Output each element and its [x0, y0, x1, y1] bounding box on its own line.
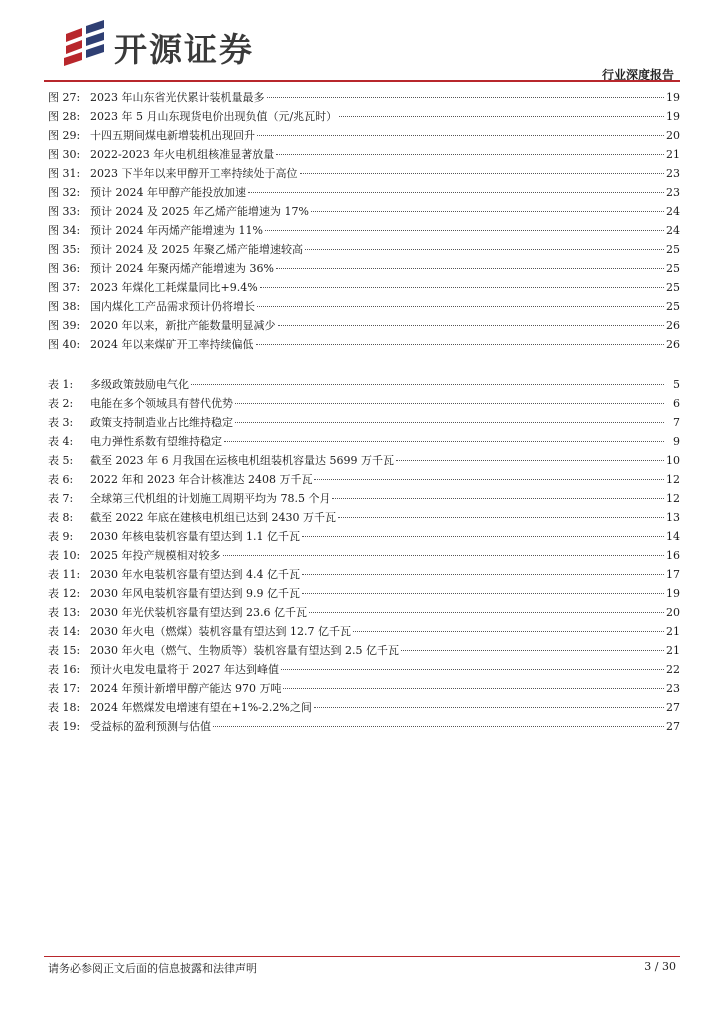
entry-title: 2023 年山东省光伏累计装机量最多: [90, 91, 265, 104]
entry-page: 14: [666, 530, 680, 543]
entry-number: 表 17:: [48, 682, 81, 695]
entry-number: 表 7:: [48, 492, 74, 505]
entry-page: 7: [673, 416, 680, 429]
entry-title: 多级政策鼓励电气化: [90, 378, 189, 391]
entry-number: 图 34:: [48, 224, 81, 237]
entry-title: 2022-2023 年火电机组核准显著放量: [90, 148, 275, 161]
entry-number: 图 39:: [48, 319, 81, 332]
entry-title: 截至 2023 年 6 月我国在运核电机组装机容量达 5699 万千瓦: [90, 454, 394, 467]
figure-index-entry[interactable]: [48, 259, 680, 278]
table-index-entry[interactable]: [48, 451, 680, 470]
figure-index-entry[interactable]: [48, 126, 680, 145]
figure-index-entry[interactable]: [48, 297, 680, 316]
entry-page: 9: [673, 435, 680, 448]
entry-title: 2024 年预计新增甲醇产能达 970 万吨: [90, 682, 282, 695]
figure-index-entry[interactable]: [48, 316, 680, 335]
table-index-entry[interactable]: [48, 717, 680, 736]
dot-leader: [260, 287, 664, 288]
entry-number: 图 35:: [48, 243, 81, 256]
entry-number: 表 3:: [48, 416, 74, 429]
dot-leader: [276, 268, 664, 269]
dot-leader: [248, 192, 664, 193]
entry-title: 2024 年以来煤矿开工率持续偏低: [90, 338, 254, 351]
entry-page: 17: [666, 568, 680, 581]
dot-leader: [257, 306, 664, 307]
table-index-entry[interactable]: [48, 641, 680, 660]
entry-title: 2030 年水电装机容量有望达到 4.4 亿千瓦: [90, 568, 300, 581]
entry-page: 13: [666, 511, 680, 524]
entry-page: 26: [666, 338, 680, 351]
entry-number: 表 19:: [48, 720, 81, 733]
table-index-entry[interactable]: [48, 698, 680, 717]
entry-page: 20: [666, 129, 680, 142]
entry-title: 十四五期间煤电新增装机出现回升: [90, 129, 255, 142]
entry-number: 图 37:: [48, 281, 81, 294]
entry-page: 24: [666, 205, 680, 218]
entry-page: 21: [666, 625, 680, 638]
table-index-entry[interactable]: [48, 508, 680, 527]
kaiyuan-logo-icon: [60, 20, 106, 66]
entry-page: 19: [666, 91, 680, 104]
dot-leader: [191, 384, 664, 385]
table-index-entry[interactable]: [48, 603, 680, 622]
entry-number: 图 29:: [48, 129, 81, 142]
entry-number: 图 36:: [48, 262, 81, 275]
entry-page: 23: [666, 186, 680, 199]
entry-title: 2022 年和 2023 年合计核准达 2408 万千瓦: [90, 473, 313, 486]
table-index-entry[interactable]: [48, 394, 680, 413]
entry-number: 表 14:: [48, 625, 81, 638]
entry-title: 受益标的盈利预测与估值: [90, 720, 211, 733]
entry-page: 27: [666, 720, 680, 733]
disclaimer-note: 请务必参阅正文后面的信息披露和法律声明: [48, 962, 257, 975]
entry-title: 2030 年风电装机容量有望达到 9.9 亿千瓦: [90, 587, 300, 600]
dot-leader: [353, 631, 664, 632]
entry-title: 电力弹性系数有望维持稳定: [90, 435, 222, 448]
table-index-entry[interactable]: [48, 660, 680, 679]
dot-leader: [281, 669, 664, 670]
entry-page: 20: [666, 606, 680, 619]
entry-number: 表 5:: [48, 454, 74, 467]
dot-leader: [224, 441, 664, 442]
figure-index-entry[interactable]: [48, 164, 680, 183]
entry-page: 10: [666, 454, 680, 467]
entry-page: 12: [666, 473, 680, 486]
entry-title: 预计 2024 及 2025 年乙烯产能增速为 17%: [90, 205, 309, 218]
entry-page: 25: [666, 243, 680, 256]
entry-page: 26: [666, 319, 680, 332]
entry-title: 预计 2024 年甲醇产能投放加速: [90, 186, 246, 199]
entry-page: 12: [666, 492, 680, 505]
table-index-entry[interactable]: [48, 470, 680, 489]
dot-leader: [267, 97, 665, 98]
figure-index-entry[interactable]: [48, 107, 680, 126]
entry-number: 表 9:: [48, 530, 74, 543]
table-index-entry[interactable]: [48, 679, 680, 698]
figure-index-entry[interactable]: [48, 221, 680, 240]
figure-index-entry[interactable]: [48, 240, 680, 259]
entry-title: 电能在多个领域具有替代优势: [90, 397, 233, 410]
dot-leader: [338, 517, 664, 518]
entry-title: 2025 年投产规模相对较多: [90, 549, 221, 562]
entry-number: 图 27:: [48, 91, 81, 104]
entry-number: 图 38:: [48, 300, 81, 313]
dot-leader: [332, 498, 664, 499]
entry-title: 2023 下半年以来甲醇开工率持续处于高位: [90, 167, 298, 180]
entry-page: 21: [666, 148, 680, 161]
entry-title: 预计 2024 年丙烯产能增速为 11%: [90, 224, 263, 237]
entry-number: 表 15:: [48, 644, 81, 657]
entry-title: 政策支持制造业占比维持稳定: [90, 416, 233, 429]
entry-title: 国内煤化工产品需求预计仍将增长: [90, 300, 255, 313]
figure-index-entry[interactable]: [48, 183, 680, 202]
dot-leader: [235, 422, 664, 423]
table-index-list: [48, 375, 680, 736]
table-index-entry[interactable]: [48, 375, 680, 394]
entry-number: 表 13:: [48, 606, 81, 619]
dot-leader: [213, 726, 664, 727]
entry-title: 2030 年火电（燃气、生物质等）装机容量有望达到 2.5 亿千瓦: [90, 644, 399, 657]
entry-number: 表 18:: [48, 701, 81, 714]
entry-page: 22: [666, 663, 680, 676]
entry-title: 预计 2024 年聚丙烯产能增速为 36%: [90, 262, 274, 275]
entry-number: 表 8:: [48, 511, 74, 524]
dot-leader: [300, 173, 665, 174]
figure-index-entry[interactable]: [48, 202, 680, 221]
dot-leader: [223, 555, 665, 556]
entry-page: 24: [666, 224, 680, 237]
entry-number: 图 33:: [48, 205, 81, 218]
entry-number: 表 6:: [48, 473, 74, 486]
entry-number: 图 31:: [48, 167, 81, 180]
entry-page: 25: [666, 281, 680, 294]
entry-title: 2030 年火电（燃煤）装机容量有望达到 12.7 亿千瓦: [90, 625, 351, 638]
dot-leader: [302, 536, 664, 537]
entry-page: 21: [666, 644, 680, 657]
dot-leader: [401, 650, 664, 651]
entry-number: 表 16:: [48, 663, 81, 676]
figure-index-entry[interactable]: [48, 88, 680, 107]
entry-title: 2023 年煤化工耗煤量同比+9.4%: [90, 281, 258, 294]
dot-leader: [314, 479, 664, 480]
entry-page: 25: [666, 262, 680, 275]
entry-number: 表 1:: [48, 378, 74, 391]
entry-number: 表 11:: [48, 568, 81, 581]
entry-number: 图 30:: [48, 148, 81, 161]
entry-title: 截至 2022 年底在建核电机组已达到 2430 万千瓦: [90, 511, 336, 524]
entry-title: 2030 年核电装机容量有望达到 1.1 亿千瓦: [90, 530, 300, 543]
dot-leader: [283, 688, 664, 689]
page-number: 3 / 30: [644, 960, 676, 973]
dot-leader: [309, 612, 664, 613]
entry-page: 23: [666, 167, 680, 180]
page-header: [0, 0, 724, 82]
table-index-entry[interactable]: [48, 489, 680, 508]
entry-page: 16: [666, 549, 680, 562]
dot-leader: [302, 574, 664, 575]
figure-index-entry[interactable]: [48, 145, 680, 164]
entry-title: 2030 年光伏装机容量有望达到 23.6 亿千瓦: [90, 606, 307, 619]
figure-index-entry[interactable]: [48, 278, 680, 297]
entry-page: 27: [666, 701, 680, 714]
dot-leader: [311, 211, 664, 212]
table-index-entry[interactable]: [48, 584, 680, 603]
table-index-entry[interactable]: [48, 413, 680, 432]
dot-leader: [235, 403, 664, 404]
entry-title: 预计火电发电量将于 2027 年达到峰值: [90, 663, 279, 676]
entry-page: 25: [666, 300, 680, 313]
dot-leader: [276, 154, 664, 155]
entry-number: 表 10:: [48, 549, 81, 562]
entry-title: 预计 2024 及 2025 年聚乙烯产能增速较高: [90, 243, 303, 256]
dot-leader: [305, 249, 664, 250]
table-index-entry[interactable]: [48, 565, 680, 584]
dot-leader: [302, 593, 664, 594]
entry-page: 19: [666, 110, 680, 123]
dot-leader: [257, 135, 664, 136]
entry-number: 图 40:: [48, 338, 81, 351]
entry-title: 全球第三代机组的计划施工周期平均为 78.5 个月: [90, 492, 331, 505]
entry-page: 19: [666, 587, 680, 600]
entry-number: 表 2:: [48, 397, 74, 410]
table-index-entry[interactable]: [48, 546, 680, 565]
entry-number: 表 4:: [48, 435, 74, 448]
header-divider: [44, 80, 680, 82]
figure-index-entry[interactable]: [48, 335, 680, 354]
footer-divider: [44, 956, 680, 957]
entry-title: 2023 年 5 月山东现货电价出现负值（元/兆瓦时）: [90, 110, 338, 123]
entry-page: 5: [673, 378, 680, 391]
entry-number: 图 28:: [48, 110, 81, 123]
table-index-entry[interactable]: [48, 432, 680, 451]
entry-title: 2024 年燃煤发电增速有望在+1%-2.2%之间: [90, 701, 312, 714]
dot-leader: [265, 230, 664, 231]
entry-number: 图 32:: [48, 186, 81, 199]
entry-number: 表 12:: [48, 587, 81, 600]
dot-leader: [339, 116, 664, 117]
entry-page: 23: [666, 682, 680, 695]
dot-leader: [256, 344, 665, 345]
dot-leader: [396, 460, 664, 461]
entry-page: 6: [673, 397, 680, 410]
dot-leader: [278, 325, 665, 326]
brand-name: 开源证券: [114, 30, 254, 69]
figure-index-list: [48, 88, 680, 354]
entry-title: 2020 年以来，新批产能数量明显减少: [90, 319, 276, 332]
dot-leader: [314, 707, 664, 708]
table-index-entry[interactable]: [48, 622, 680, 641]
table-index-entry[interactable]: [48, 527, 680, 546]
report-type-label: 行业深度报告: [601, 68, 674, 82]
